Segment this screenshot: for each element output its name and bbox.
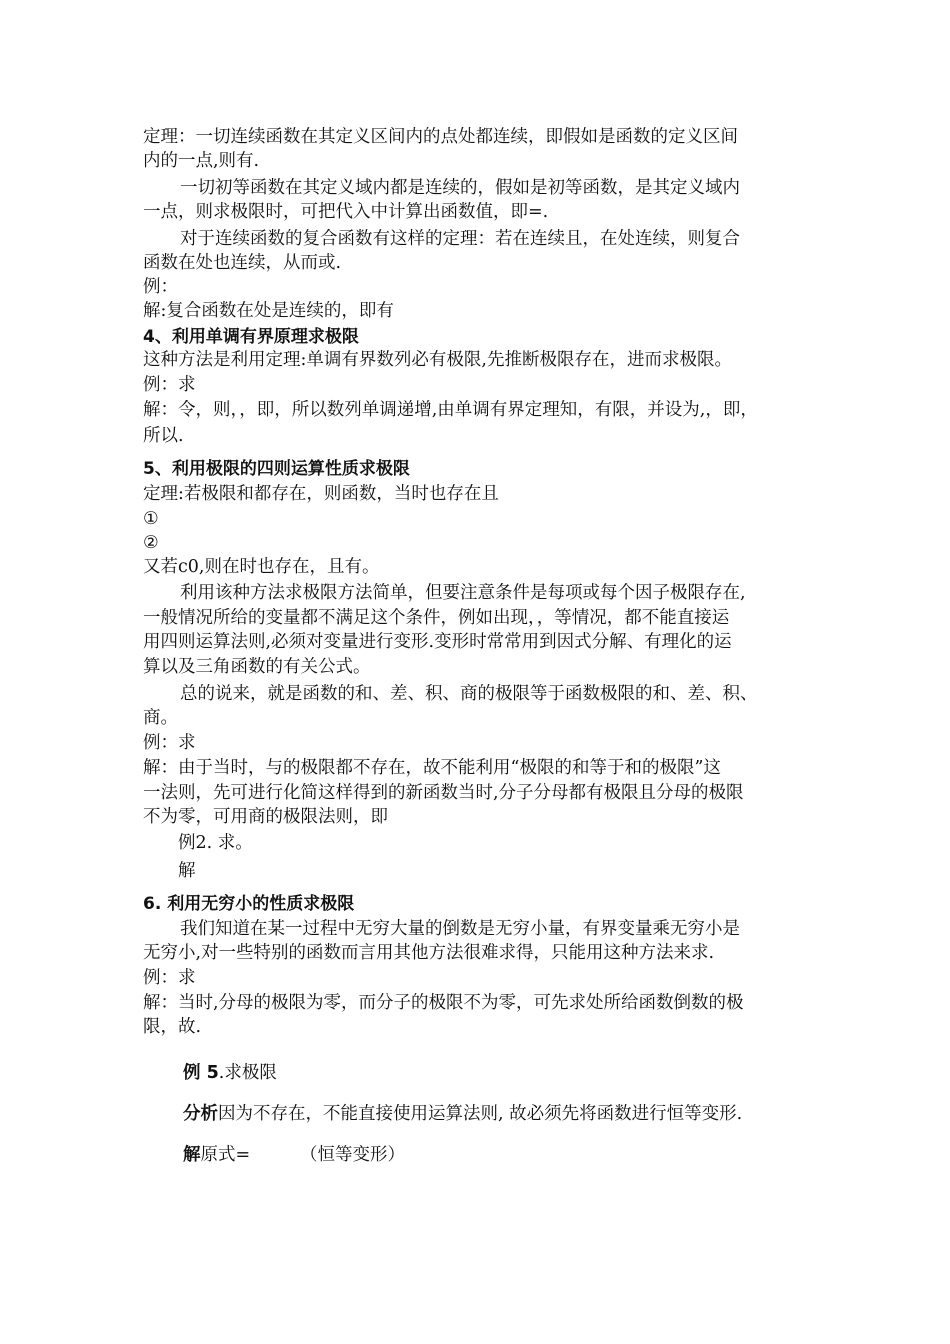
text-line: 例：求 xyxy=(143,968,196,988)
section-heading: 4、利用单调有界原理求极限 xyxy=(143,327,359,347)
text-line: 例：求 xyxy=(143,733,196,753)
text-line: 例：求 xyxy=(143,375,196,395)
text-line: 一切初等函数在其定义域内都是连续的，假如是初等函数，是其定义域内 xyxy=(180,178,740,198)
text-line: 解：令，则，，即，所以数列单调递增,由单调有界定理知，有限，并设为,，即， xyxy=(143,400,758,420)
text-line: 我们知道在某一过程中无穷大量的倒数是无穷小量，有界变量乘无穷小是 xyxy=(180,919,740,939)
section-heading: 5、利用极限的四则运算性质求极限 xyxy=(143,459,410,479)
text-line: 对于连续函数的复合函数有这样的定理：若在连续且，在处连续，则复合 xyxy=(180,229,740,249)
text-line: 又若c0,则在时也存在，且有。 xyxy=(143,557,380,577)
text-line: 例： xyxy=(143,277,178,297)
text-line: 解:复合函数在处是连续的，即有 xyxy=(143,301,394,321)
text-line: 商。 xyxy=(143,708,178,728)
example-5-text: .求极限 xyxy=(218,1063,277,1083)
text-line: 内的一点,则有. xyxy=(143,151,260,171)
solution-line xyxy=(183,1144,250,1166)
analysis-label: 分析 xyxy=(183,1104,218,1124)
example-5-label: 例 5 xyxy=(183,1063,219,1083)
analysis-line xyxy=(183,1103,742,1125)
text-line: 利用该种方法求极限方法简单，但要注意条件是每项或每个因子极限存在, xyxy=(180,583,746,603)
text-line: 解 xyxy=(178,861,196,881)
text-line: 不为零，可用商的极限法则，即 xyxy=(143,807,388,827)
text-line: 总的说来，就是函数的和、差、积、商的极限等于函数极限的和、差、积、 xyxy=(180,684,758,704)
text-line: 函数在处也连续，从而或. xyxy=(143,253,342,273)
text-line: 限，故. xyxy=(143,1017,202,1037)
text-line: 无穷小,对一些特别的函数而言用其他方法很难求得，只能用这种方法来求. xyxy=(143,943,715,963)
text-line: ① xyxy=(143,509,159,529)
text-line: 算以及三角函数的有关公式。 xyxy=(143,657,371,677)
text-line: ② xyxy=(143,533,159,553)
section-heading: 6. 利用无穷小的性质求极限 xyxy=(143,894,355,914)
solution-label: 解 xyxy=(183,1145,201,1165)
text-line: 解：由于当时，与的极限都不存在，故不能利用“极限的和等于和的极限”这 xyxy=(143,758,721,778)
text-line: 定理：一切连续函数在其定义区间内的点处都连续，即假如是函数的定义区间 xyxy=(143,127,738,147)
example-5-line xyxy=(183,1062,277,1084)
solution-note: （恒等变形） xyxy=(300,1145,405,1165)
analysis-text: 因为不存在，不能直接使用运算法则, 故必须先将函数进行恒等变形. xyxy=(218,1104,743,1124)
text-line: 用四则运算法则,必须对变量进行变形.变形时常常用到因式分解、有理化的运 xyxy=(143,632,732,652)
text-line: 一般情况所给的变量都不满足这个条件，例如出现，，等情况，都不能直接运 xyxy=(143,608,730,628)
text-line: 解：当时,分母的极限为零，而分子的极限不为零，可先求处所给函数倒数的极 xyxy=(143,993,744,1013)
solution-text: 原式= xyxy=(200,1145,251,1165)
text-line: 这种方法是利用定理:单调有界数列必有极限,先推断极限存在，进而求极限。 xyxy=(143,350,732,370)
text-line: 定理:若极限和都存在，则函数，当时也存在且 xyxy=(143,484,499,504)
text-line: 一法则，先可进行化简这样得到的新函数当时,分子分母都有极限且分母的极限 xyxy=(143,783,744,803)
text-line: 所以. xyxy=(143,426,184,446)
text-line: 一点，则求极限时，可把代入中计算出函数值，即=. xyxy=(143,202,549,222)
text-line: 例2. 求。 xyxy=(178,833,253,853)
